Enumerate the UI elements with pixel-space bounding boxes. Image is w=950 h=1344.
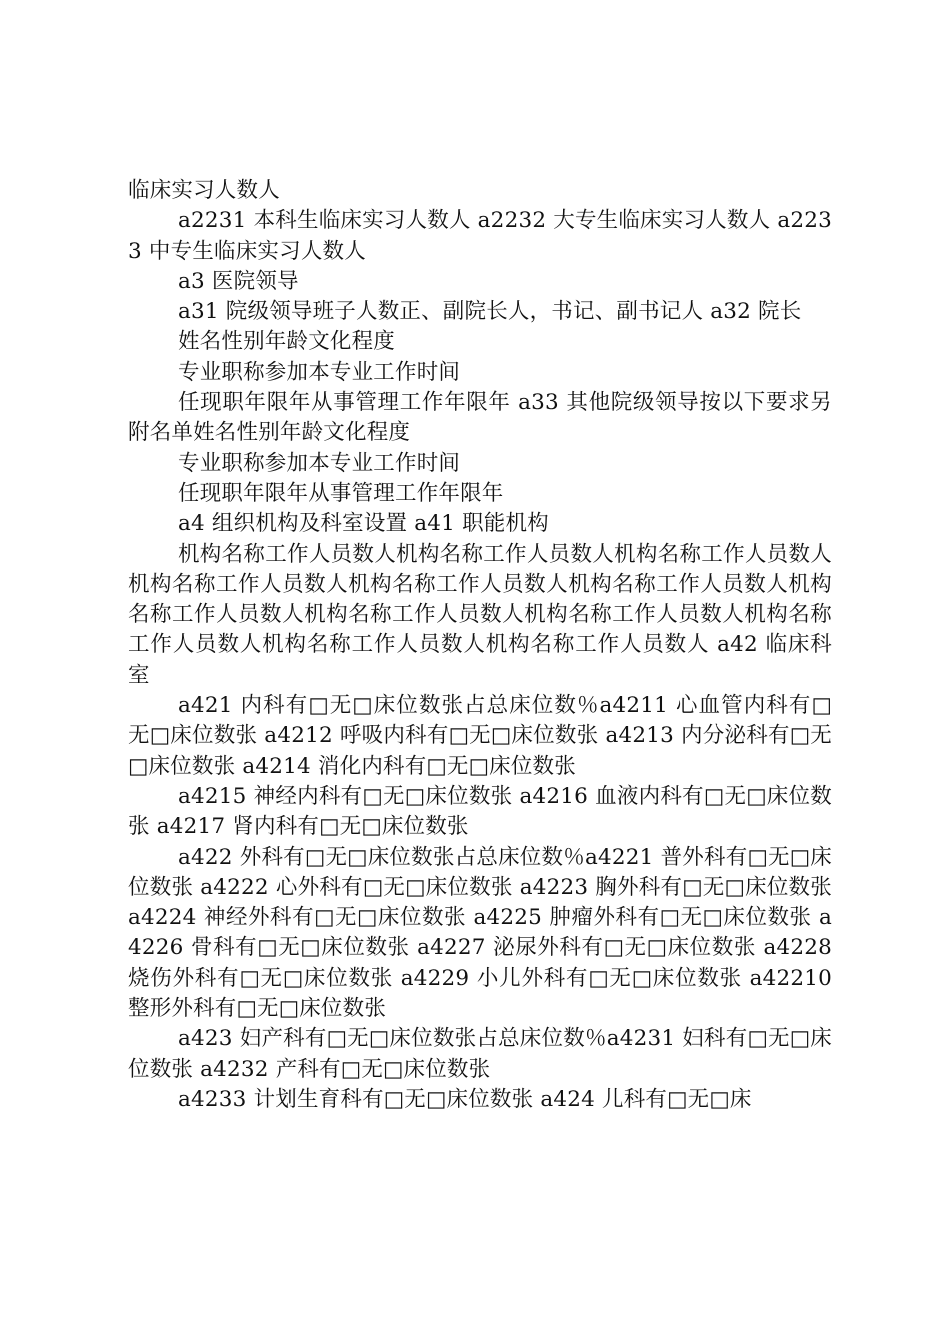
document-body: [128, 176, 832, 1115]
section-heading-organization: a4 组织机构及科室设置 a41 职能机构: [178, 511, 549, 537]
paragraph-obstetrics-gynecology: a423 妇产科有□无□床位数张占总床位数％a4231 妇科有□无□床位数张 a4232 产科有□无□床位数张: [128, 1026, 832, 1082]
paragraph-president-title: 专业职称参加本专业工作时间: [178, 359, 461, 385]
paragraph-internal-medicine-continued: a4215 神经内科有□无□床位数张 a4216 血液内科有□无□床位数张 a4217 肾内科有□无□床位数张: [128, 783, 832, 840]
paragraph-other-leaders-tenure: 任现职年限年从事管理工作年限年: [178, 480, 504, 506]
paragraph-interns-by-degree: a2231 本科生临床实习人数人 a2232 大专生临床实习人数人 a2233 中专生临床实习人数人: [128, 208, 832, 264]
paragraph-functional-units: 机构名称工作人员数人机构名称工作人员数人机构名称工作人员数人机构名称工作人员数人机构名称工作人员数人机构名称工作人员数人机构名称工作人员数人机构名称工作人员数人机构名称工作人员数人机构名称工作人员数人机构名称工作人员数人机构名称工作人员数人 a42 临床科室: [128, 541, 832, 688]
paragraph-other-leaders-title: 专业职称参加本专业工作时间: [178, 450, 461, 476]
paragraph-president-basic-info: 姓名性别年龄文化程度: [178, 329, 396, 355]
paragraph-president-tenure: 任现职年限年从事管理工作年限年 a33 其他院级领导按以下要求另附名单姓名性别年龄文化程度: [128, 390, 832, 446]
paragraph-internal-medicine: a421 内科有□无□床位数张占总床位数％a4211 心血管内科有□无□床位数张 a4212 呼吸内科有□无□床位数张 a4213 内分泌科有□无□床位数张 a4214 消化内科有□无□床位数张: [128, 693, 832, 779]
paragraph-leadership-team: a31 院级领导班子人数正、副院长人，书记、副书记人 a32 院长: [178, 299, 802, 325]
section-heading-hospital-leadership: a3 医院领导: [178, 268, 299, 294]
paragraph-interns-continued: 临床实习人数人: [128, 178, 280, 203]
paragraph-family-planning-pediatrics: a4233 计划生育科有□无□床位数张 a424 儿科有□无□床: [178, 1086, 752, 1112]
paragraph-surgery: a422 外科有□无□床位数张占总床位数％a4221 普外科有□无□床位数张 a4222 心外科有□无□床位数张 a4223 胸外科有□无□床位数张 a4224 神经外科有□无□床位数张 a4225 肿瘤外科有□无□床位数张 a4226 骨科有□无□床位数张 a4227 泌尿外科有□无□床位数张 a4228 烧伤外科有□无□床位数张 a4229 小儿外科有□无□床位数张 a42210 整形外科有□无□床位数张: [128, 844, 832, 1022]
